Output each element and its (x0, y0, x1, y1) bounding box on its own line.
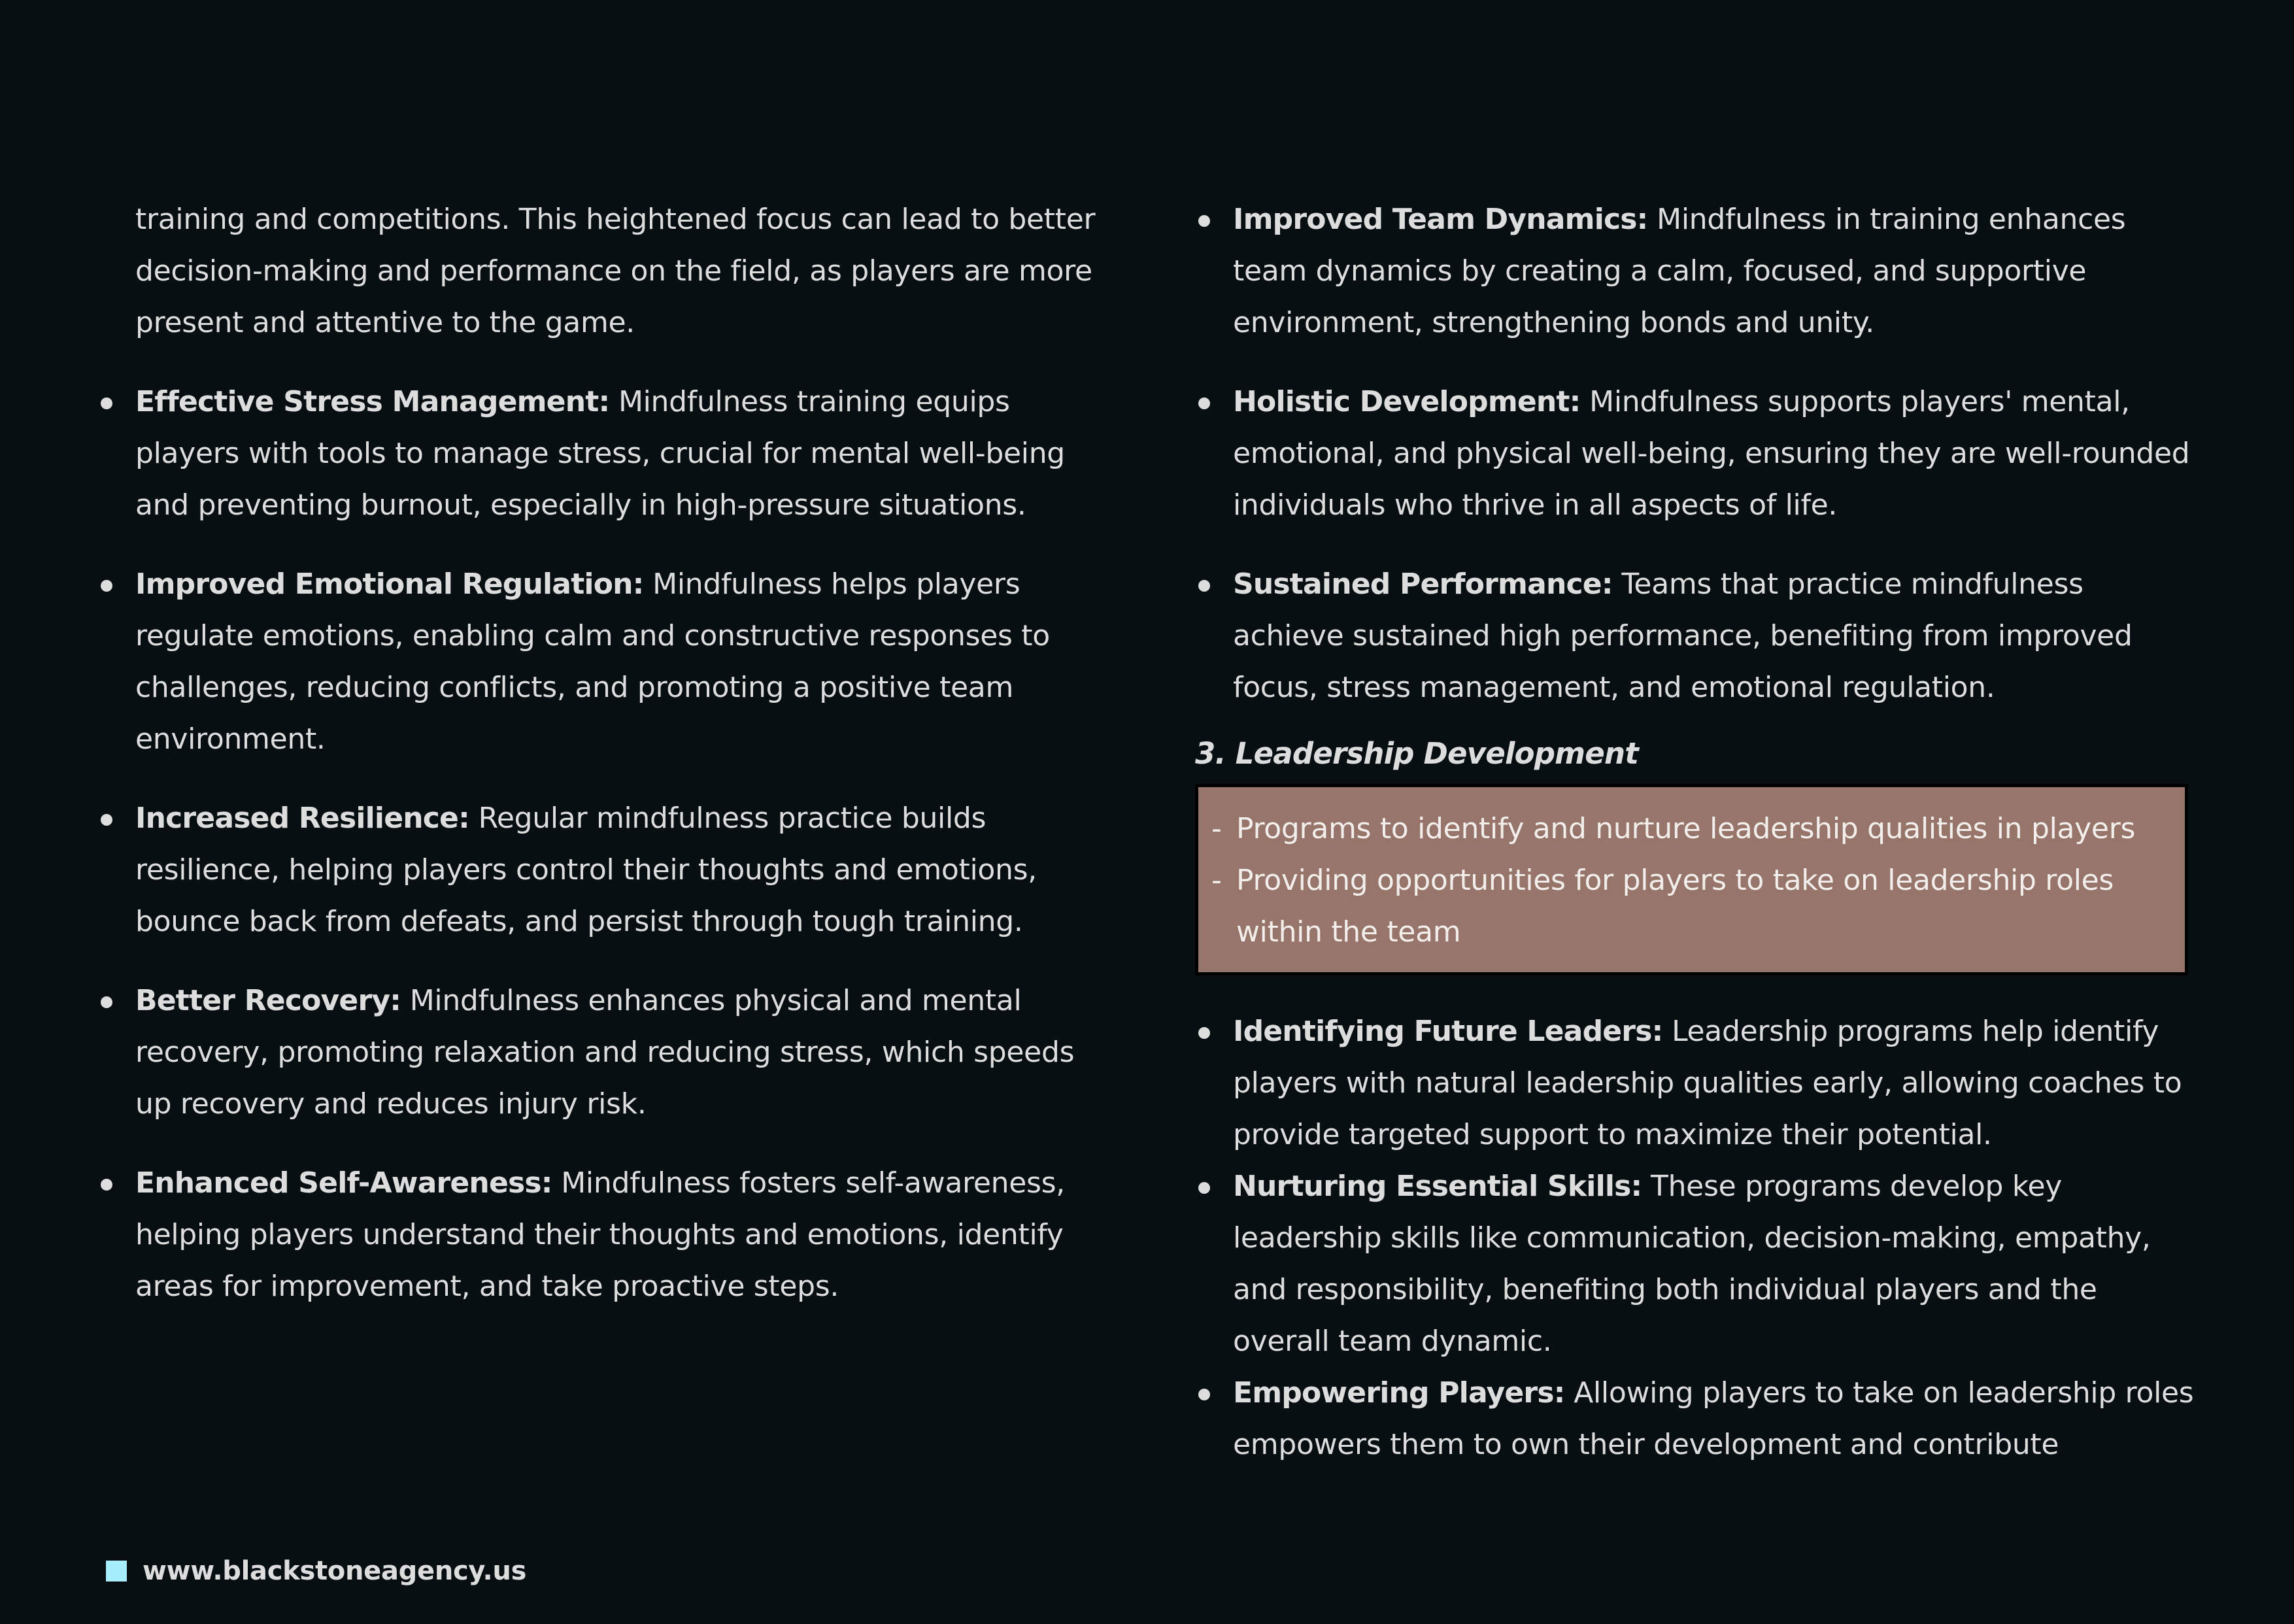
list-item-term: Sustained Performance: (1233, 567, 1613, 601)
dash-marker: - (1211, 864, 1222, 897)
list-item-term: Holistic Development: (1233, 385, 1581, 418)
bullet-icon (101, 814, 112, 826)
list-item-text: Mindfulness supports players' mental, emotional, and physical well-being, ensuring they are well-rounded individuals who thrive in all aspects of life. (1233, 385, 2190, 522)
list-item-term: Empowering Players: (1233, 1376, 1565, 1410)
list-item-term: Improved Emotional Regulation: (135, 567, 644, 601)
list-item (1195, 1367, 2195, 1470)
highlight-line (1211, 803, 2172, 854)
list-item (1195, 558, 2195, 713)
list-item (107, 1157, 1100, 1312)
list-item-term: Nurturing Essential Skills: (1233, 1170, 1642, 1203)
continuation-paragraph: training and competitions. This heightened focus can lead to better decision-making and performance on the field, as players are more present and attentive to the game. (135, 203, 1096, 339)
list-item-text: Allowing players to take on leadership roles empowers them to own their development and contribute (1233, 1376, 2194, 1461)
list-item-text: Leadership programs help identify players with natural leadership qualities early, allowing coaches to provide targeted support to maximize their potential. (1233, 1015, 2182, 1151)
highlight-line-text: Programs to identify and nurture leadership qualities in players (1236, 812, 2136, 845)
highlight-line-text: Providing opportunities for players to take on leadership roles within the team (1236, 864, 2114, 949)
leadership-list (1195, 1006, 2195, 1470)
list-item (107, 792, 1100, 947)
right-column (1195, 194, 2195, 1470)
bullet-icon (1198, 1182, 1210, 1194)
section-heading: 3. Leadership Development (1195, 736, 1638, 771)
footer (106, 1556, 526, 1586)
square-marker-icon (106, 1561, 127, 1582)
list-item-term: Effective Stress Management: (135, 385, 610, 418)
benefits-list-left (107, 376, 1100, 1312)
bullet-icon (1198, 580, 1210, 592)
list-item-text: Mindfulness helps players regulate emotions, enabling calm and constructive responses to challenges, reducing conflicts, and promoting a positive team environment. (135, 567, 1050, 756)
list-item-text: Regular mindfulness practice builds resilience, helping players control their thoughts and emotions, bounce back from defeats, and persist through tough training. (135, 802, 1037, 938)
bullet-icon (101, 580, 112, 592)
list-item (107, 376, 1100, 531)
list-item (1195, 376, 2195, 531)
list-item (1195, 1006, 2195, 1160)
bullet-icon (101, 996, 112, 1008)
highlight-box (1195, 784, 2188, 975)
website-link[interactable]: www.blackstoneagency.us (143, 1556, 527, 1586)
list-item (1195, 1160, 2195, 1367)
bullet-icon (1198, 1389, 1210, 1400)
list-item-text: Mindfulness fosters self-awareness, helping players understand their thoughts and emotions, identify areas for improvement, and take proactive steps. (135, 1166, 1065, 1303)
benefits-list-right (1195, 194, 2195, 713)
list-item-term: Identifying Future Leaders: (1233, 1015, 1663, 1048)
left-column (107, 194, 1100, 1340)
bullet-icon (1198, 1027, 1210, 1039)
list-item-text: These programs develop key leadership skills like communication, decision-making, empathy, and responsibility, benefiting both individual players and the overall team dynamic. (1233, 1170, 2151, 1358)
list-item-term: Increased Resilience: (135, 802, 469, 835)
list-item-text: Mindfulness training equips players with tools to manage stress, crucial for mental well-being and preventing burnout, especially in high-pressure situations. (135, 385, 1065, 522)
list-item-term: Better Recovery: (135, 984, 401, 1017)
list-item (107, 975, 1100, 1130)
list-item-text: Mindfulness enhances physical and mental recovery, promoting relaxation and reducing stress, which speeds up recovery and reduces injury risk. (135, 984, 1075, 1121)
list-item (1195, 194, 2195, 348)
list-item-term: Improved Team Dynamics: (1233, 203, 1648, 236)
bullet-icon (101, 1179, 112, 1191)
bullet-icon (1198, 398, 1210, 409)
bullet-icon (1198, 215, 1210, 227)
list-item-text: Teams that practice mindfulness achieve sustained high performance, benefiting from improved focus, stress management, and emotional regulation. (1233, 567, 2133, 704)
dash-marker: - (1211, 812, 1222, 845)
list-item-text: Mindfulness in training enhances team dynamics by creating a calm, focused, and supportive environment, strengthening bonds and unity. (1233, 203, 2126, 339)
list-item (107, 558, 1100, 765)
highlight-line (1211, 854, 2172, 958)
bullet-icon (101, 398, 112, 409)
list-item-term: Enhanced Self-Awareness: (135, 1166, 552, 1200)
